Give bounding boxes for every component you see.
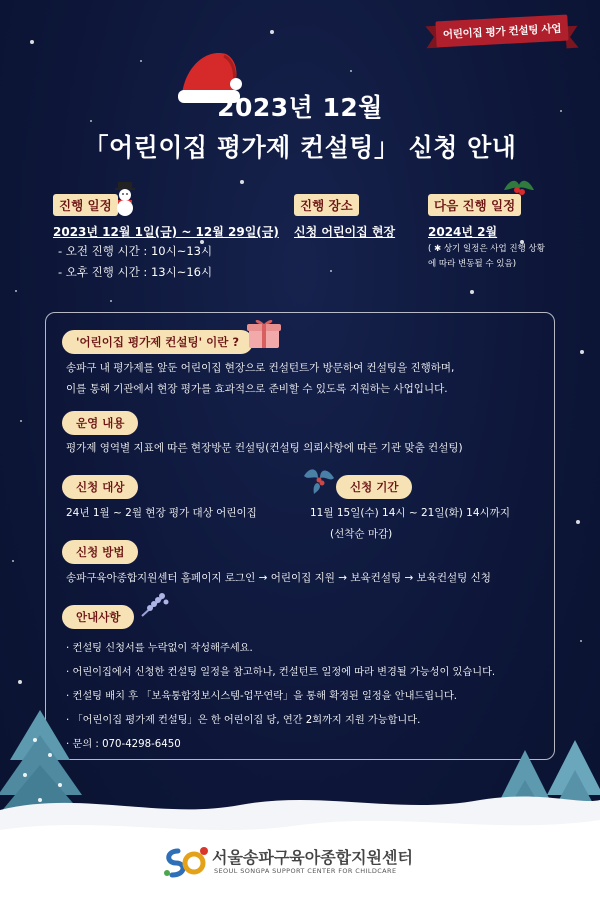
center-name: 서울송파구육아종합지원센터 — [212, 848, 413, 867]
period-pill: 신청 기간 — [336, 475, 412, 499]
snowman-icon — [112, 180, 138, 216]
holly-leaf-icon — [302, 464, 336, 496]
ribbon-label: 어린이집 평가 컨설팅 사업 — [442, 22, 562, 41]
notice-item: · 문의 : 070-4298-6450 — [66, 733, 495, 757]
period-text: 11월 15일(수) 14시 ~ 21일(화) 14시까지 — [310, 507, 510, 519]
lavender-icon — [138, 590, 172, 620]
target-pill: 신청 대상 — [62, 475, 138, 499]
gift-icon — [246, 316, 282, 350]
schedule-morning: - 오전 진행 시간 : 10시~13시 — [58, 244, 213, 258]
target-text: 24년 1월 ~ 2월 현장 평가 대상 어린이집 — [66, 507, 257, 519]
schedule-dates: 2023년 12월 1일(금) ~ 12월 29일(금) — [53, 225, 279, 239]
period-sub: (선착순 마감) — [330, 528, 393, 540]
page-title — [0, 88, 600, 164]
method-text: 송파구육아종합지원센터 홈페이지 로그인 → 어린이집 지원 → 보육컨설팅 → 보육컨설팅 신청 — [66, 572, 491, 584]
next-schedule-note: ( ✱ 상기 일정은 사업 진행 상황에 따라 변동될 수 있음) — [428, 244, 545, 269]
method-pill: 신청 방법 — [62, 540, 138, 564]
location-value: 신청 어린이집 현장 — [294, 225, 396, 239]
notice-item: · 「어린이집 평가제 컨설팅」은 한 어린이집 당, 연간 2회까지 지원 가능합니다. — [66, 709, 495, 733]
next-schedule-tag: 다음 진행 일정 — [428, 194, 521, 216]
title-line-2: 「어린이집 평가제 컨설팅」 신청 안내 — [83, 133, 517, 162]
notice-item: · 컨설팅 신청서를 누락없이 작성해주세요. — [66, 637, 495, 661]
about-line-2: 이를 통해 기관에서 현장 평가를 효과적으로 준비할 수 있도록 지원하는 사업입니다. — [66, 383, 448, 395]
about-line-1: 송파구 내 평가제를 앞둔 어린이집 현장으로 컨설턴트가 방문하여 컨설팅을 진행하며, — [66, 362, 455, 374]
ribbon-banner — [426, 18, 578, 46]
notice-pill: 안내사항 — [62, 605, 134, 629]
notice-item: · 컨설팅 배치 후 「보육통합정보시스템-업무연락」을 통해 확정된 일정을 안내드립니다. — [66, 685, 495, 709]
next-schedule-value: 2024년 2월 — [428, 225, 498, 239]
center-logo-icon — [160, 843, 210, 881]
operation-pill: 운영 내용 — [62, 411, 138, 435]
location-tag: 진행 장소 — [294, 194, 359, 216]
schedule-afternoon: - 오후 진행 시간 : 13시~16시 — [58, 265, 213, 279]
center-english-name: SEOUL SONGPA SUPPORT CENTER FOR CHILDCARE — [214, 867, 397, 875]
notice-item: · 어린이집에서 신청한 컨설팅 일정을 참고하나, 컨설턴트 일정에 따라 변경될 가능성이 있습니다. — [66, 661, 495, 685]
operation-text: 평가제 영역별 지표에 따른 현장방문 컨설팅(컨설팅 의뢰사항에 따른 기관 맞춤 컨설팅) — [66, 442, 463, 454]
about-pill: '어린이집 평가제 컨설팅' 이란 ? — [62, 330, 253, 354]
title-line-1: 2023년 12월 — [217, 93, 383, 122]
notice-list — [66, 637, 495, 757]
holly-icon — [500, 172, 538, 200]
center-logo — [160, 843, 440, 883]
schedule-tag: 진행 일정 — [53, 194, 118, 216]
